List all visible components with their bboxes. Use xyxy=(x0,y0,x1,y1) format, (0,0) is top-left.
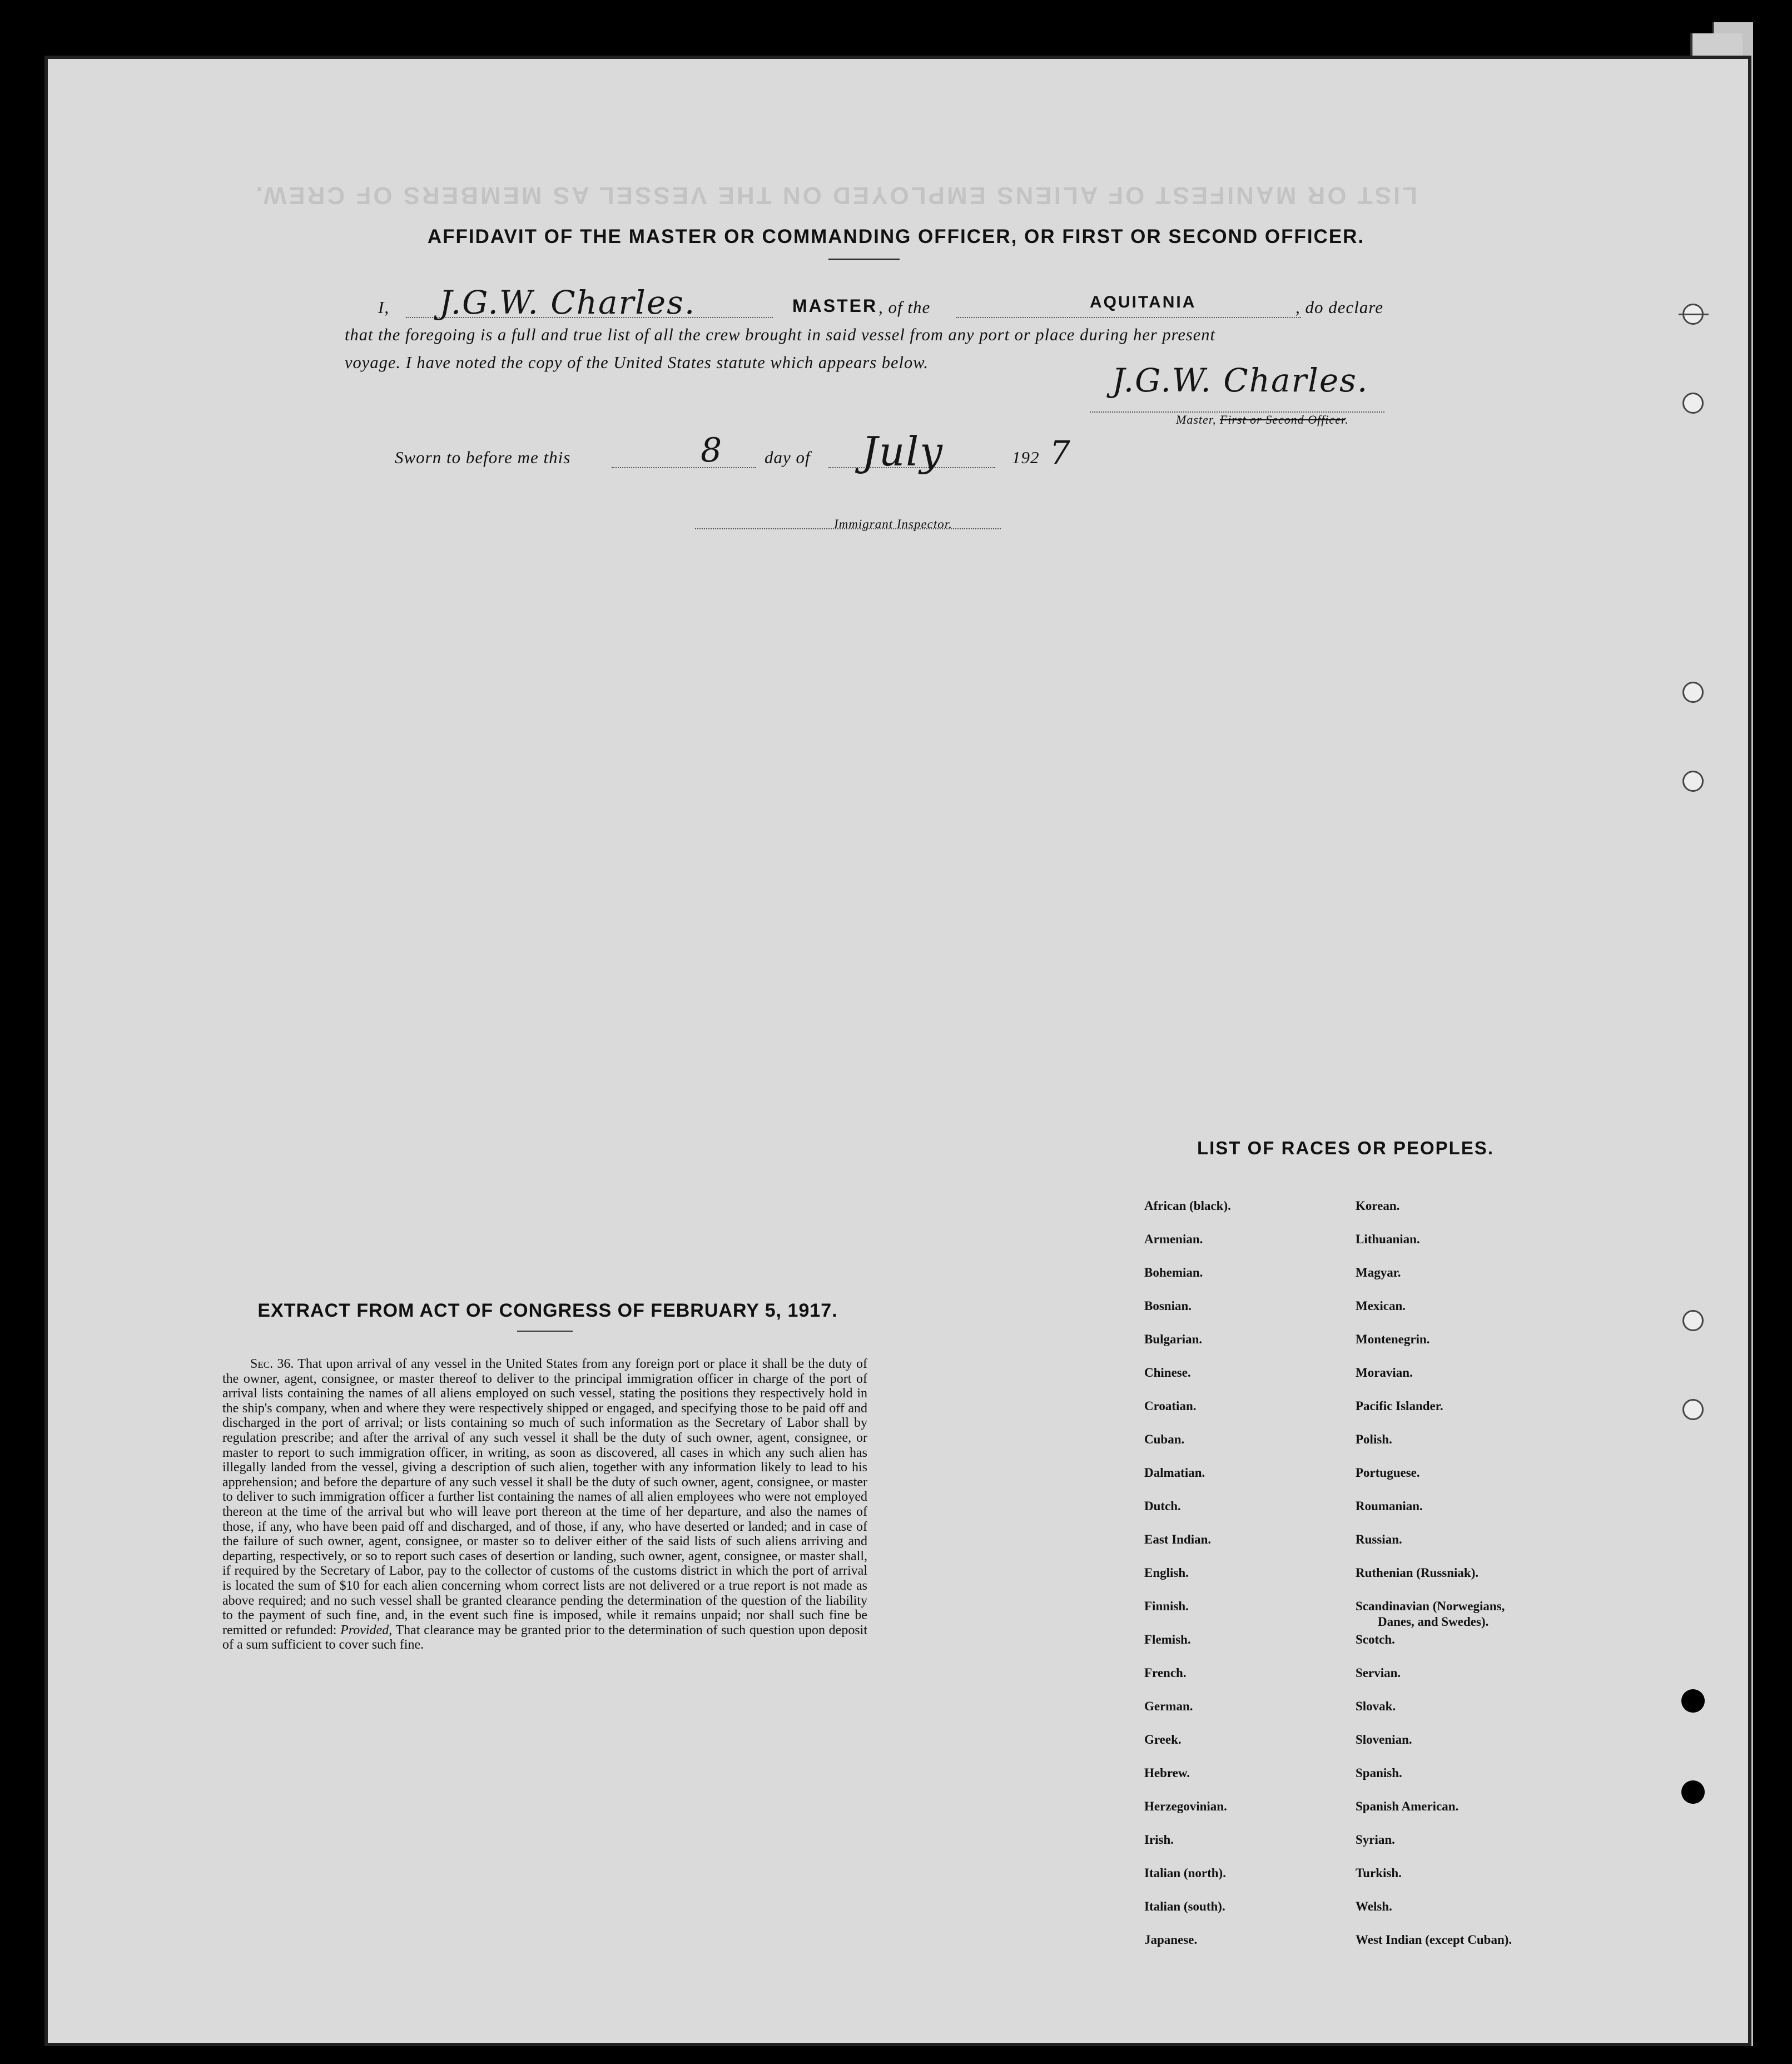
race-item: Servian. xyxy=(1356,1666,1401,1680)
sworn-day: 8 xyxy=(701,431,723,470)
title-divider xyxy=(828,259,900,260)
inspector-caption: Immigrant Inspector. xyxy=(834,517,952,531)
race-item: Scandinavian (Norwegians, xyxy=(1356,1599,1505,1613)
day-of-text: day of xyxy=(765,448,811,467)
race-item: Portuguese. xyxy=(1356,1466,1420,1480)
extract-divider xyxy=(517,1331,573,1332)
race-item: Magyar. xyxy=(1356,1266,1401,1279)
race-item: Spanish. xyxy=(1356,1766,1402,1780)
race-item: Greek. xyxy=(1144,1733,1182,1747)
race-item: Japanese. xyxy=(1144,1933,1198,1947)
master-caption xyxy=(1176,413,1349,427)
race-item: West Indian (except Cuban). xyxy=(1356,1933,1512,1947)
binder-hole-icon xyxy=(1681,1689,1705,1713)
race-item: Syrian. xyxy=(1356,1833,1395,1847)
statute-extract xyxy=(222,1357,867,1653)
year-prefix: 192 xyxy=(1012,448,1040,467)
race-item: Irish. xyxy=(1144,1833,1174,1847)
extract-title: EXTRACT FROM ACT OF CONGRESS OF FEBRUARY 5, 1917. xyxy=(257,1300,838,1321)
ghost-header-bleedthrough: LIST OR MANIFEST OF ALIENS EMPLOYED ON THE VESSEL AS MEMBERS OF CREW. xyxy=(254,182,1418,209)
race-item: Italian (north). xyxy=(1144,1866,1226,1880)
do-declare-text: , do declare xyxy=(1295,297,1384,317)
race-item: Chinese. xyxy=(1144,1366,1191,1380)
rank-label: MASTER xyxy=(792,296,878,316)
race-item: Welsh. xyxy=(1356,1899,1392,1913)
race-item: Montenegrin. xyxy=(1356,1332,1430,1346)
year-suffix-handwritten: 7 xyxy=(1050,434,1071,472)
section-label: Sec. 36. xyxy=(250,1357,294,1371)
binder-hole-icon xyxy=(1682,304,1704,325)
race-item: Korean. xyxy=(1356,1199,1400,1213)
race-item: English. xyxy=(1144,1566,1189,1580)
race-item: Russian. xyxy=(1356,1532,1402,1546)
race-item: Dutch. xyxy=(1144,1499,1181,1513)
day-blank-line xyxy=(612,467,756,468)
race-item: Moravian. xyxy=(1356,1366,1413,1380)
proviso-text: That clearance may be granted prior to the determination of such question upon deposit of a sum sufficient to cover such fine. xyxy=(222,1623,868,1653)
race-item: Armenian. xyxy=(1144,1232,1203,1246)
race-item: Hebrew. xyxy=(1144,1766,1190,1780)
affidavit-line-3: voyage. I have noted the copy of the United States statute which appears below. xyxy=(345,353,929,372)
statute-body: That upon arrival of any vessel in the United States from any foreign port or place it shall be the duty of the owner, agent, consignee, or master thereof to deliver to the principal immigration officer in charge of the port of arrival lists containing the names of all aliens employed on such vessel, stating the positions they respectively hold in the ship's company, when and where they were respectively shipped or engaged, and specifying those to be paid off and discharged in the port of arrival; or lists containing so much of such information as the Secretary of Labor shall by regulation prescribe; and after the arrival of any such vessel it shall be the duty of such owner, agent, consignee, or master to report to such immigration officer, in writing, as soon as discovered, all cases in which any such alien has illegally landed from the vessel, giving a description of such alien, together with any information likely to lead to his apprehension; and before the departure of any such vessel it shall be the duty of such owner, agent, consignee, or master to deliver to such immigration officer a further list containing the names of all alien employees who were not employed thereon at the time of the arrival but who will leave port thereon at the time of her departure, and also the names of those, if any, who have been paid off and discharged, and of those, if any, who have deserted or landed; and in case of the failure of such owner, agent, consignee, or master so to deliver either of the said lists of such aliens arriving and departing, respectively, or so to report such cases of desertion or landing, such owner, agent, consignee, or master shall, if required by the Secretary of Labor, pay to the collector of customs of the customs district in which the port of arrival is located the sum of $10 for each alien concerning whom correct lists are not delivered or a true report is not made as above required; and no such vessel shall be granted clearance pending the determination of the question of the liability to the payment of such fine, and, in the event such fine is imposed, while it remains unpaid; nor shall such fine be remitted or refunded: xyxy=(222,1357,867,1638)
binder-hole-icon xyxy=(1682,682,1704,703)
vessel-blank-line xyxy=(956,317,1301,318)
sworn-text: Sworn to before me this xyxy=(395,448,571,467)
vessel-name: AQUITANIA xyxy=(1090,293,1197,311)
race-item: Slovak. xyxy=(1356,1699,1396,1713)
race-item: Croatian. xyxy=(1144,1399,1197,1413)
race-item: Roumanian. xyxy=(1356,1499,1423,1513)
affidavit-title: AFFIDAVIT OF THE MASTER OR COMMANDING OFFICER, OR FIRST OR SECOND OFFICER. xyxy=(427,226,1365,247)
race-item: Cuban. xyxy=(1144,1432,1185,1446)
race-item: Italian (south). xyxy=(1144,1899,1225,1913)
race-item: Herzegovinian. xyxy=(1144,1799,1227,1813)
of-the-text: , of the xyxy=(878,297,931,317)
race-item: Dalmatian. xyxy=(1144,1466,1205,1480)
sworn-month: July xyxy=(862,428,944,475)
binder-hole-icon xyxy=(1682,1310,1704,1331)
master-caption-label: Master, xyxy=(1176,413,1217,426)
race-item: Mexican. xyxy=(1356,1299,1406,1313)
race-item: Pacific Islander. xyxy=(1356,1399,1443,1413)
master-caption-end: . xyxy=(1345,413,1349,426)
proviso-word: Provided, xyxy=(340,1623,393,1638)
race-item: Bohemian. xyxy=(1144,1266,1203,1279)
race-item: Bosnian. xyxy=(1144,1299,1192,1313)
race-item: Lithuanian. xyxy=(1356,1232,1420,1246)
race-item: African (black). xyxy=(1144,1199,1231,1213)
master-name-handwritten: J.G.W. Charles. xyxy=(439,284,696,321)
race-item: German. xyxy=(1144,1699,1193,1713)
race-item: Bulgarian. xyxy=(1144,1332,1203,1346)
race-item: Spanish American. xyxy=(1356,1799,1459,1813)
race-item: Turkish. xyxy=(1356,1866,1402,1880)
affidavit-pronoun: I, xyxy=(378,297,390,317)
race-item: Finnish. xyxy=(1144,1599,1189,1613)
race-item: French. xyxy=(1144,1666,1187,1680)
race-item: Polish. xyxy=(1356,1432,1392,1446)
race-item: East Indian. xyxy=(1144,1532,1212,1546)
race-item: Flemish. xyxy=(1144,1633,1191,1646)
binder-hole-icon xyxy=(1682,771,1704,792)
race-item-continuation: Danes, and Swedes). xyxy=(1378,1615,1489,1629)
binder-hole-icon xyxy=(1682,393,1704,414)
binder-hole-icon xyxy=(1682,1399,1704,1420)
affidavit-line-2: that the foregoing is a full and true list of all the crew brought in said vessel from any port or place during her present xyxy=(345,325,1216,344)
races-title: LIST OF RACES OR PEOPLES. xyxy=(1197,1138,1495,1158)
race-item: Ruthenian (Russniak). xyxy=(1356,1566,1479,1580)
binder-hole-icon xyxy=(1681,1780,1705,1804)
race-item: Scotch. xyxy=(1356,1633,1395,1646)
struck-officer-caption: First or Second Officer xyxy=(1219,413,1346,426)
master-signature: J.G.W. Charles. xyxy=(1112,361,1369,399)
race-item: Slovenian. xyxy=(1356,1733,1412,1747)
